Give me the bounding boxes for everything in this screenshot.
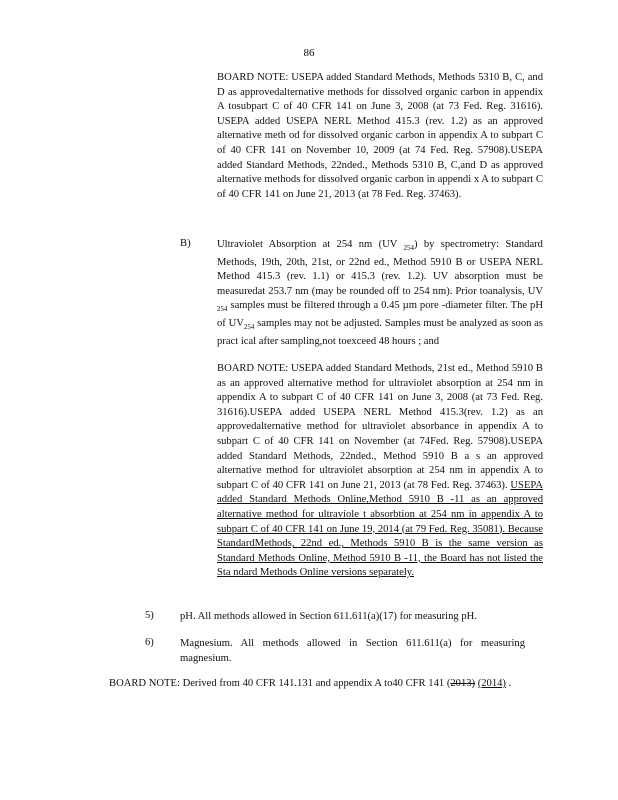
final-note-deleted: 2013: [450, 678, 472, 689]
item-b-part5: samples may not be adjusted. Samples must be analyzed as soon as pract ical after sampling,not toexceed 48 hours ; and: [217, 318, 543, 347]
item-5-marker: 5): [145, 610, 154, 621]
item-6-marker: 6): [145, 637, 154, 648]
item-b-sub1: 254: [403, 244, 415, 253]
item-6-text: Magnesium. All methods allowed in Section 611.611(a) for measuring magnesium.: [180, 638, 525, 664]
page-number: 86: [303, 47, 315, 59]
final-note-text: BOARD NOTE: Derived from 40 CFR 141.131 and appendix A to40 CFR 141 (: [109, 678, 451, 689]
final-note-inserted: (2014): [477, 678, 506, 689]
final-note-closing: ): [471, 678, 476, 689]
board-note-uv-text: BOARD NOTE: USEPA added Standard Methods, 21st ed., Method 5910 B as an approved alternative method for ultraviolet absorption at 254 nm in appendix A to subpart C of 40 CFR 141 on June 3, 2008 (at 73 Fed. Reg. 31616).USEPA added USEPA NERL Method 415.3(rev. 1.2) as an approvedalternative method for ultraviolet absorbance in appendix A to subpart C of 40 CFR 141 on November (at 74Fed. Reg. 57908).USEPA added Standard Methods, 22nded., Method 5910 B a s an approved alternative method for ultraviolet absorption at 254 nm in appendix A to subpart C of 40 CFR 141 on June 21, 2013 (at 78 Fed. Reg. 37463).: [217, 363, 543, 491]
item-b-part4: pore -diameter filter. The pH of UV: [217, 300, 543, 330]
board-note-uv-inserted: USEPA added Standard Methods Online,Method 5910 B -11 as an approved alternative method for ultraviole t absorbtion at 254 nm in appendix A to subpart C of 40 CFR 141 on June 19, 2014 (at 79 Fed. Reg. 35081). Because StandardMethods, 22nd ed., Methods 5910 B is the same version as Standard Methods Online, Method 5910 B -11, the Board has not listed the Sta ndard Methods Online versions separately.: [217, 479, 543, 579]
final-board-note: [109, 677, 543, 692]
item-5-text: pH. All methods allowed in Section 611.611(a)(17) for measuring pH.: [180, 611, 477, 622]
item-b-part1: Ultraviolet Absorption at 254 nm (UV: [217, 239, 404, 250]
item-b-unit: µm: [402, 300, 417, 312]
item-b-sub3: 254: [243, 323, 255, 332]
board-note-doc-text: BOARD NOTE: USEPA added Standard Methods, Methods 5310 B, C, and D as approvedalternative methods for dissolved organic carbon in appendix A tosubpart C of 40 CFR 141 on June 3, 2008 (at 73 Fed. Reg. 31616). USEPA added USEPA NERL Method 415.3 (rev. 1.2) as an approved alternative meth od for dissolved organic carbon in appendix A to subpart C of 40 CFR 141 on November 10, 2009 (at 74 Fed. Reg. 57908).USEPA added Standard Methods, 22nded., Methods 5310 B, C,and D as approved alternative methods for dissolved organic carbon in appendi x A to subpart C of 40 CFR 141 on June 21, 2013 (at 78 Fed. Reg. 37463).: [217, 72, 543, 200]
final-note-end: .: [505, 678, 512, 689]
item-b-text: [217, 238, 543, 349]
item-b-part3: samples must be filtered through a 0.45: [227, 300, 403, 312]
item-b-part2: ) by spectrometry: Standard Methods, 19th, 20th, 21st, or 22nd ed., Method 5910 B or USEPA NERL Method 415.3 (rev. 1.1) or 415.3 (rev. 1.2). UV absorption must be measuredat 253.7 nm (may be rounded off to 254 nm). Prior toanalysis, UV: [217, 239, 543, 297]
board-note-uv: [217, 362, 543, 581]
item-b-marker: B): [180, 238, 191, 249]
item-b-sub2: 254: [217, 305, 228, 314]
board-note-doc: [217, 71, 543, 202]
